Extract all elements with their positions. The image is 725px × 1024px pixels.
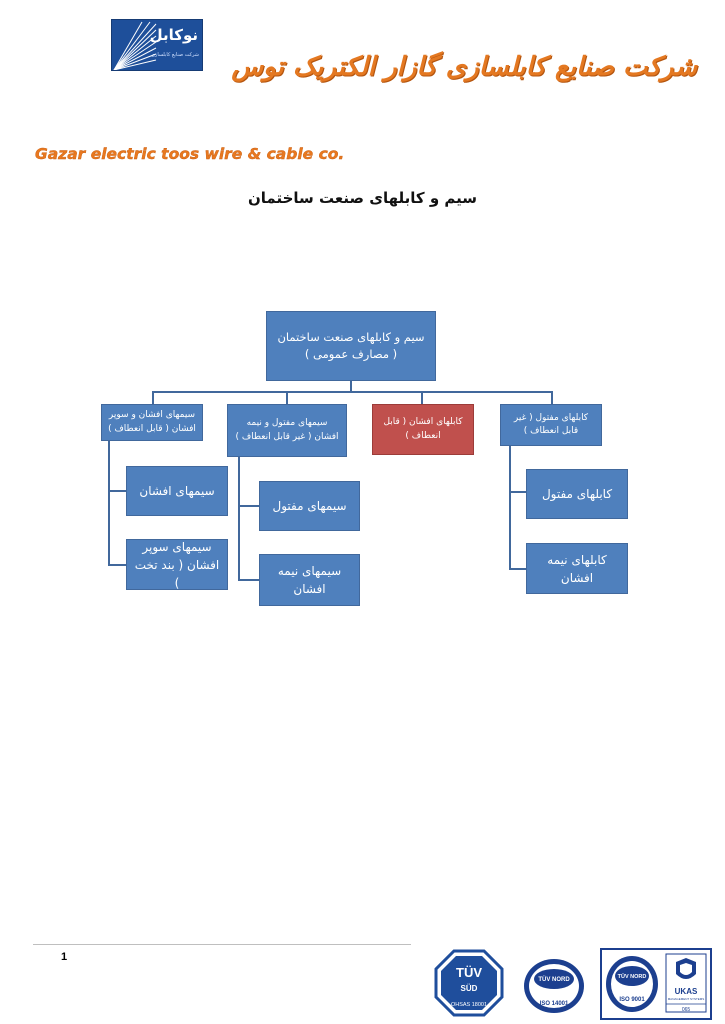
connector-horizontal-bus bbox=[152, 391, 551, 393]
root-node-line-1: سیم و کابلهای صنعت ساختمان bbox=[277, 329, 425, 344]
connector-cat-3-child-1 bbox=[238, 505, 259, 507]
ukas-number: 065 bbox=[681, 1007, 691, 1013]
cat3-child-1-line-1: سیمهای مفتول bbox=[272, 499, 347, 513]
page-number: 1 bbox=[61, 951, 68, 963]
tuv-sud-standard: OHSAS 18001 bbox=[450, 1002, 488, 1008]
category-node-stranded-cables bbox=[500, 404, 602, 446]
child-node-super-flexible-wires bbox=[126, 539, 228, 590]
child-node-flexible-wires bbox=[126, 466, 228, 516]
connector-cat-4 bbox=[152, 391, 154, 405]
connector-cat-4-child-1 bbox=[108, 490, 126, 492]
cat1-child-1-line-1: کابلهای مفتول bbox=[541, 487, 613, 501]
connector-cat-3-child-2 bbox=[238, 579, 259, 581]
cat1-child-2-line-2: افشان bbox=[560, 570, 594, 585]
child-node-solid-cables bbox=[526, 469, 628, 519]
page-title: سیم و کابلهای صنعت ساختمان bbox=[247, 189, 477, 207]
connector-cat-1-child-2 bbox=[509, 568, 526, 570]
tuv-sud-sub: SÜD bbox=[460, 984, 478, 993]
connector-cat-4-vertical bbox=[108, 441, 110, 566]
logo-text: نوکابل bbox=[149, 26, 198, 44]
cat4-child-2-line-1: سیمهای سوپر bbox=[142, 539, 212, 554]
ukas-sub: MANAGEMENT SYSTEMS bbox=[667, 997, 705, 1001]
tuv-sud-brand: TÜV bbox=[456, 965, 482, 980]
tuv-nord-iso14001-logo bbox=[522, 957, 586, 1015]
company-name-persian: شرکت صنایع کابلسازی گازار الکتریک توس bbox=[231, 52, 697, 82]
ukas-brand: UKAS bbox=[674, 987, 698, 996]
cat1-child-2-line-1: کابلهای نیمه bbox=[547, 552, 607, 567]
connector-cat-4-child-2 bbox=[108, 564, 126, 566]
category-node-flexible-wires bbox=[101, 404, 203, 441]
connector-cat-1-vertical bbox=[509, 446, 511, 570]
child-node-solid-wires bbox=[259, 481, 360, 531]
connector-cat-1 bbox=[551, 391, 553, 405]
connector-cat-3 bbox=[286, 391, 288, 405]
company-logo bbox=[111, 19, 203, 71]
footer-divider bbox=[33, 944, 411, 945]
connector-cat-3-vertical bbox=[238, 457, 240, 581]
category-3-line-2: افشان ( غیر قابل انعطاف ) bbox=[235, 431, 339, 442]
cat4-child-2-line-2: افشان ( بند تخت ) bbox=[134, 557, 220, 590]
category-4-line-2: افشان ( قابل انعطاف ) bbox=[108, 423, 196, 434]
category-node-flexible-cables bbox=[372, 404, 474, 455]
category-1-line-1: کابلهای مفتول ( غیر bbox=[513, 412, 589, 423]
connector-cat-1-child-1 bbox=[509, 491, 526, 493]
category-2-line-2: انعطاف ) bbox=[405, 430, 441, 441]
tuv-nord-iso9001-ukas-logo bbox=[600, 948, 712, 1020]
connector-cat-2 bbox=[421, 391, 423, 405]
category-1-line-2: قابل انعطاف ) bbox=[523, 426, 579, 436]
category-4-line-1: سیمهای افشان و سوپر bbox=[108, 410, 196, 420]
chart-root-node bbox=[266, 311, 436, 381]
cat4-child-1-line-1: سیمهای افشان bbox=[139, 484, 215, 498]
category-3-line-1: سیمهای مفتول و نیمه bbox=[246, 418, 328, 428]
company-name-english: Gazar electric toos wire & cable co. bbox=[35, 145, 345, 163]
root-node-line-2: ( مصارف عمومی ) bbox=[304, 347, 398, 361]
category-node-solid-wires bbox=[227, 404, 347, 457]
tuv-nord-9001-standard: ISO 9001 bbox=[619, 997, 645, 1003]
child-node-semi-flexible-cables bbox=[526, 543, 628, 594]
tuv-nord-14001-standard: ISO 14001 bbox=[539, 1001, 569, 1007]
tuv-nord-14001-brand: TÜV NORD bbox=[538, 977, 570, 983]
cat3-child-2-line-1: سیمهای نیمه bbox=[277, 564, 342, 578]
child-node-semi-flexible-wires bbox=[259, 554, 360, 606]
category-2-line-1: کابلهای افشان ( قابل bbox=[383, 417, 463, 427]
logo-subtext: شرکت صنایع کابلسازی bbox=[150, 52, 199, 58]
iso9001-ukas-icon bbox=[602, 950, 710, 1018]
cat3-child-2-line-2: افشان bbox=[293, 582, 326, 596]
tuv-nord-9001-brand: TÜV NORD bbox=[617, 974, 647, 980]
tuv-sud-certificate-logo bbox=[434, 949, 504, 1017]
